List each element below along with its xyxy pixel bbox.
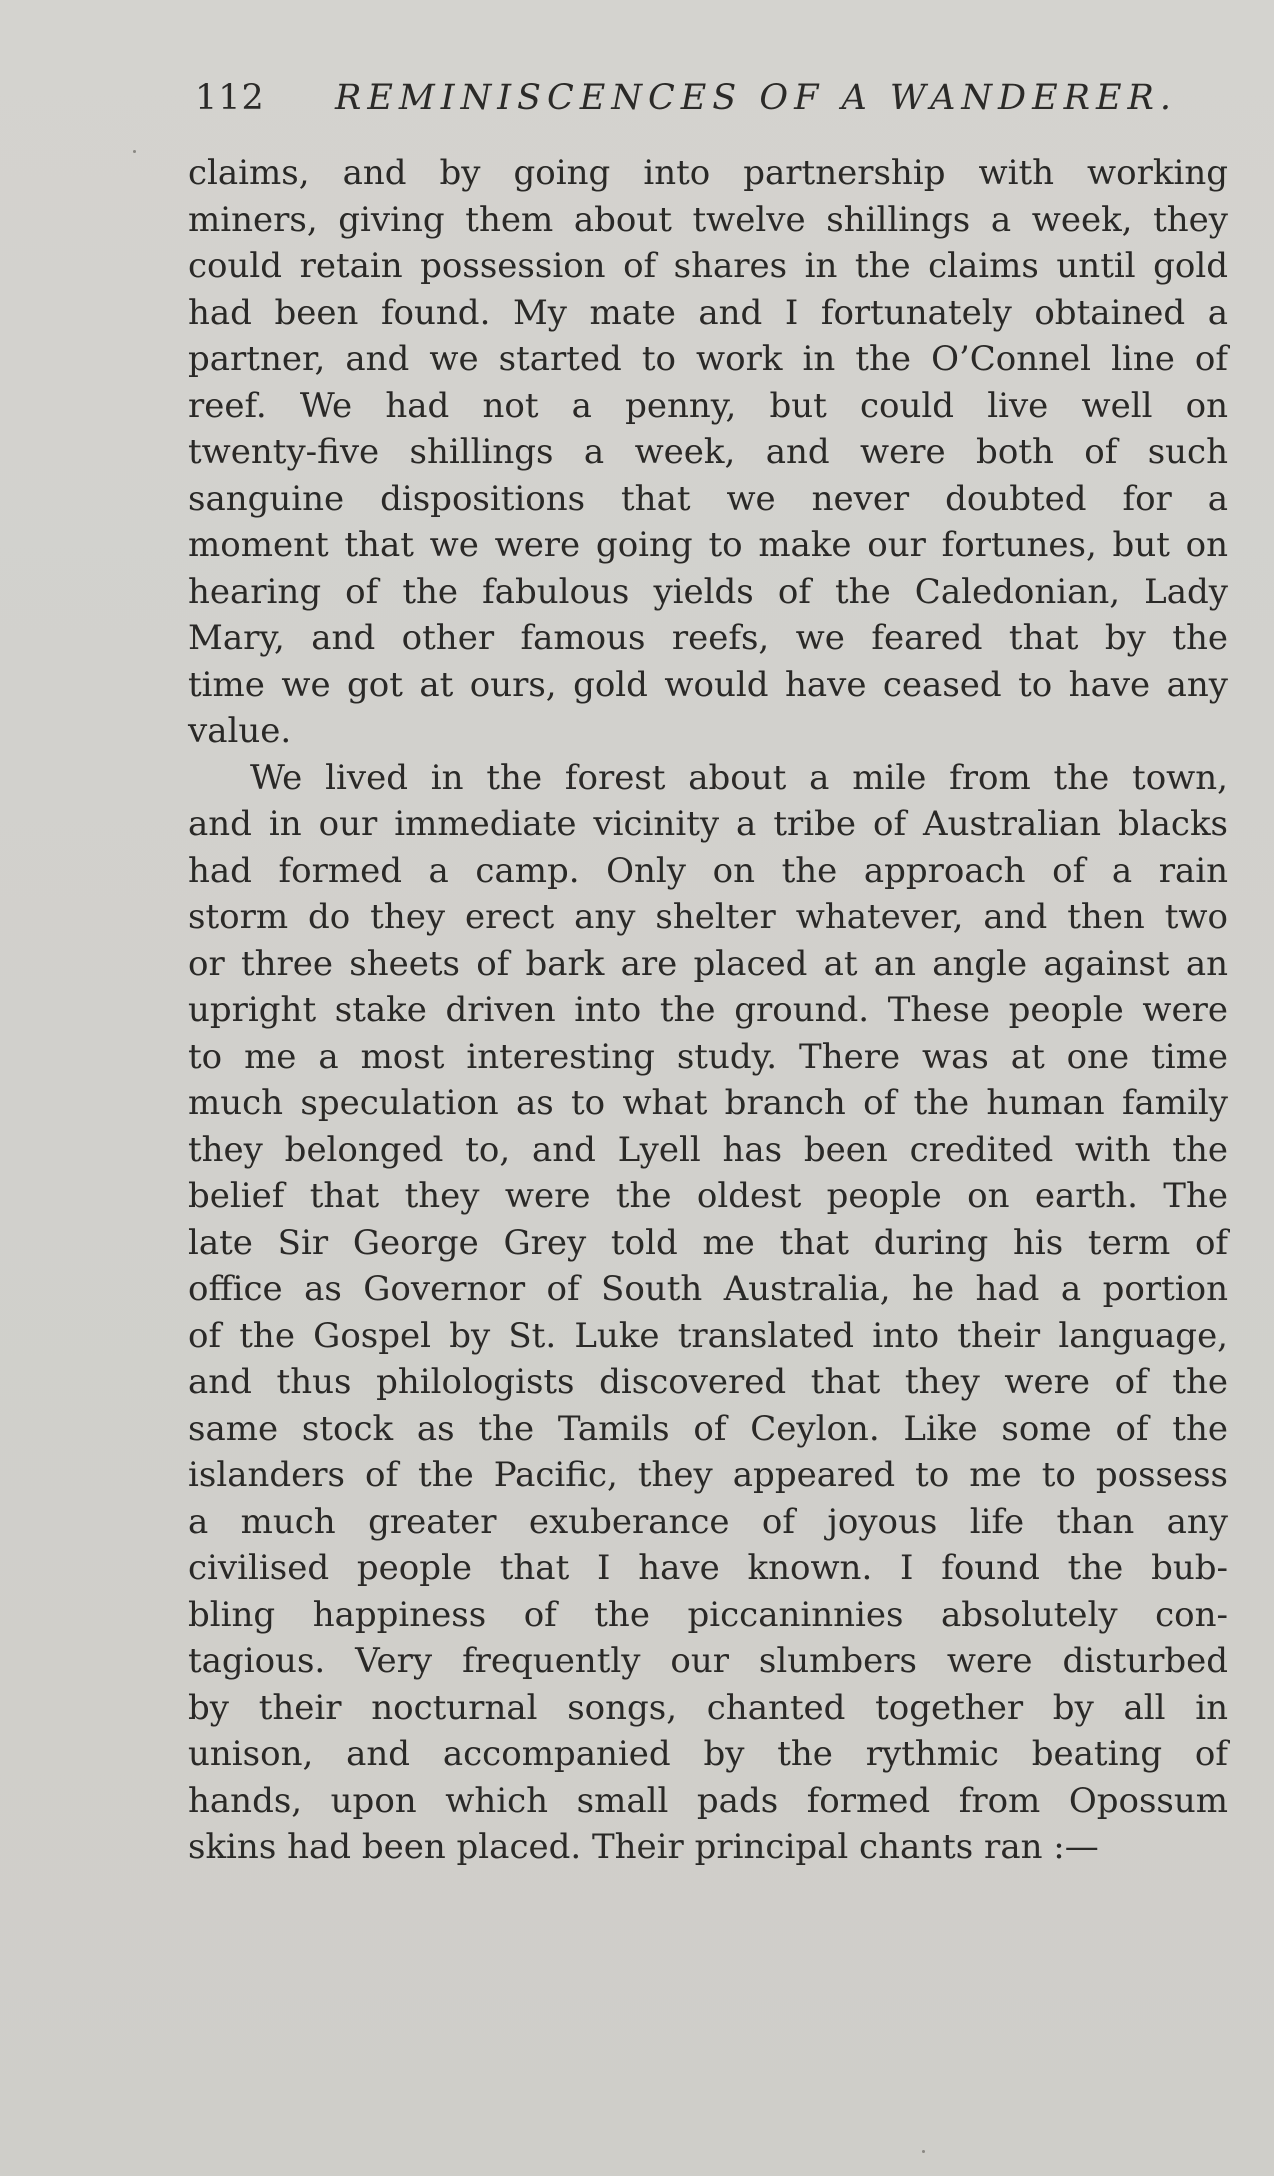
text-line: sanguine dispositions that we never doubted for a (188, 478, 1228, 519)
running-title: REMINISCENCES OF A WANDERER. (335, 78, 1178, 118)
text-line: value. (188, 711, 292, 751)
text-line: unison, and accompanied by the rythmic beating of (188, 1734, 1228, 1774)
text-line: hearing of the fabulous yields of the Caledonian, Lady (188, 571, 1228, 612)
text-line: could retain possession of shares in the claims until gold (188, 246, 1228, 286)
page-number: 112 (195, 78, 265, 118)
text-line: to me a most interesting study. There was at one time (188, 1036, 1228, 1077)
text-line: civilised people that I have known. I found the bub- (188, 1548, 1228, 1588)
text-line: twenty-five shillings a week, and were both of such (188, 432, 1228, 472)
running-head (195, 78, 1178, 128)
text-line: office as Governor of South Australia, he had a portion (188, 1269, 1228, 1309)
text-line: skins had been placed. Their principal chants ran :— (188, 1827, 1099, 1867)
text-line: bling happiness of the piccaninnies absolutely con- (188, 1594, 1228, 1635)
text-line: late Sir George Grey told me that during his term of (188, 1222, 1228, 1263)
paper-speck (922, 2150, 925, 2153)
text-line: belief that they were the oldest people on earth. The (188, 1176, 1228, 1216)
text-line: had been found. My mate and I fortunately obtained a (188, 292, 1228, 333)
text-line: storm do they erect any shelter whatever, and then two (188, 897, 1228, 937)
text-line: a much greater exuberance of joyous life than any (188, 1501, 1228, 1542)
text-line: Mary, and other famous reefs, we feared that by the (188, 618, 1228, 658)
text-line: and thus philologists discovered that they were of the (188, 1362, 1228, 1402)
text-line: hands, upon which small pads formed from Opossum (188, 1780, 1228, 1821)
text-line: upright stake driven into the ground. These people were (188, 990, 1228, 1030)
paragraph-2 (188, 755, 1228, 1871)
paper-speck (133, 150, 136, 153)
body-text (188, 150, 1228, 1871)
text-line: had formed a camp. Only on the approach of a rain (188, 850, 1228, 891)
paragraph-1 (188, 150, 1228, 755)
text-line: moment that we were going to make our fortunes, but on (188, 525, 1228, 565)
text-line: and in our immediate vicinity a tribe of Australian blacks (188, 804, 1228, 844)
text-line: tagious. Very frequently our slumbers were disturbed (188, 1641, 1228, 1681)
text-line: miners, giving them about twelve shillings a week, they (188, 199, 1228, 240)
text-line: partner, and we started to work in the O’Connel line of (188, 339, 1228, 379)
text-line: they belonged to, and Lyell has been credited with the (188, 1129, 1228, 1170)
text-line: much speculation as to what branch of the human family (188, 1083, 1228, 1123)
text-line: claims, and by going into partnership with working (188, 153, 1228, 193)
text-line: or three sheets of bark are placed at an angle against an (188, 943, 1228, 984)
text-line: time we got at ours, gold would have ceased to have any (188, 664, 1228, 705)
text-line: same stock as the Tamils of Ceylon. Like some of the (188, 1408, 1228, 1449)
text-line: islanders of the Pacific, they appeared to me to possess (188, 1455, 1228, 1495)
text-line: by their nocturnal songs, chanted together by all in (188, 1687, 1228, 1728)
text-line: of the Gospel by St. Luke translated into their language, (188, 1315, 1228, 1356)
text-line: reef. We had not a penny, but could live well on (188, 385, 1228, 426)
text-line: We lived in the forest about a mile from the town, (250, 757, 1228, 798)
